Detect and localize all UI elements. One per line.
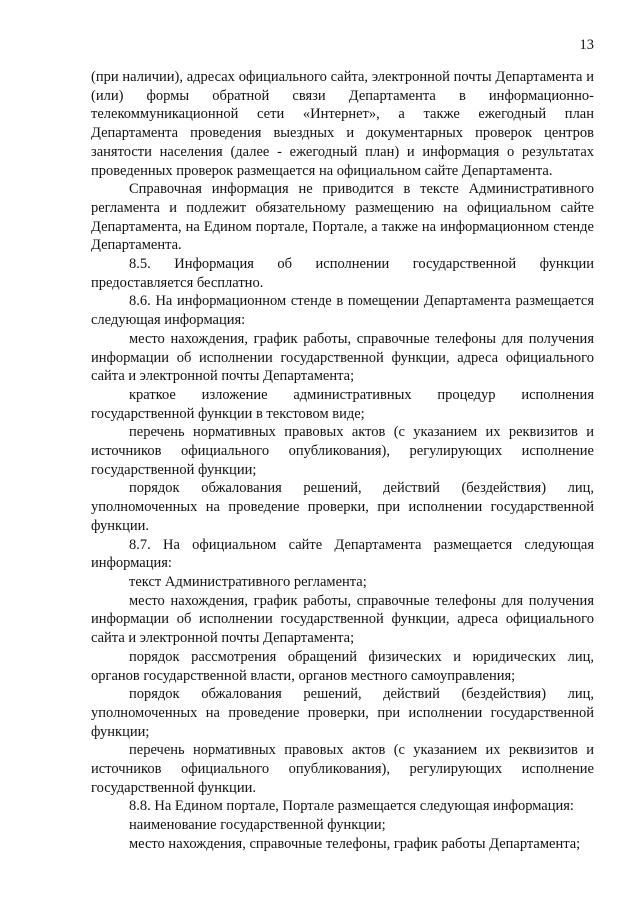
paragraph: место нахождения, справочные телефоны, график работы Департамента; (129, 835, 581, 852)
page-number: 13 (579, 37, 594, 53)
paragraph: перечень нормативных правовых актов (с указанием их реквизитов и источников официального опубликования), регулирующих исполнение государственной функции. (91, 742, 594, 796)
paragraph: порядок рассмотрения обращений физических и юридических лиц, органов государственной власти, органов местного самоуправления; (91, 648, 594, 684)
paragraph: краткое изложение административных процедур исполнения государственной функции в текстовом виде; (91, 386, 594, 422)
paragraph: наименование государственной функции; (129, 817, 386, 834)
paragraph: место нахождения, график работы, справочные телефоны для получения информации об исполнении государственной функции, адреса официального сайта и электронной почты Департамента; (91, 330, 594, 385)
paragraph: порядок обжалования решений, действий (бездействия) лиц, уполномоченных на проведение проверки, при исполнении государственной функции. (91, 480, 594, 534)
paragraph: 8.7. На официальном сайте Департамента размещается следующая информация: (91, 536, 594, 572)
paragraph: текст Административного регламента; (129, 573, 367, 590)
paragraph: 8.6. На информационном стенде в помещении Департамента размещается следующая информация: (91, 293, 594, 329)
document-body (91, 68, 594, 854)
paragraph: порядок обжалования решений, действий (бездействия) лиц, уполномоченных на проведение проверки, при исполнении государственной функции; (91, 686, 594, 740)
paragraph: (при наличии), адресах официального сайта, электронной почты Департамента и (или) формы обратной связи Департамента в информационно-телекоммуникационной сети «Интернет», а также ежегодный план Департамента проведения выездных и документарных проверок центров занятости населения (далее - ежегодный план) и информация о результатах проведенных проверок размещается на официальном сайте Департамента. (91, 69, 594, 179)
paragraph: Справочная информация не приводится в тексте Административного регламента и подлежит обязательному размещению на официальном сайте Департамента, на Едином портале, Портале, а также на информационном стенде Департамента. (91, 181, 594, 254)
paragraph: 8.5. Информация об исполнении государственной функции предоставляется бесплатно. (91, 256, 594, 291)
paragraph: 8.8. На Едином портале, Портале размещается следующая информация: (129, 798, 574, 815)
paragraph: место нахождения, график работы, справочные телефоны для получения информации об исполнении государственной функции, адреса официального сайта и электронной почты Департамента; (91, 592, 594, 647)
paragraph: перечень нормативных правовых актов (с указанием их реквизитов и источников официального опубликования), регулирующих исполнение государственной функции; (91, 424, 594, 478)
